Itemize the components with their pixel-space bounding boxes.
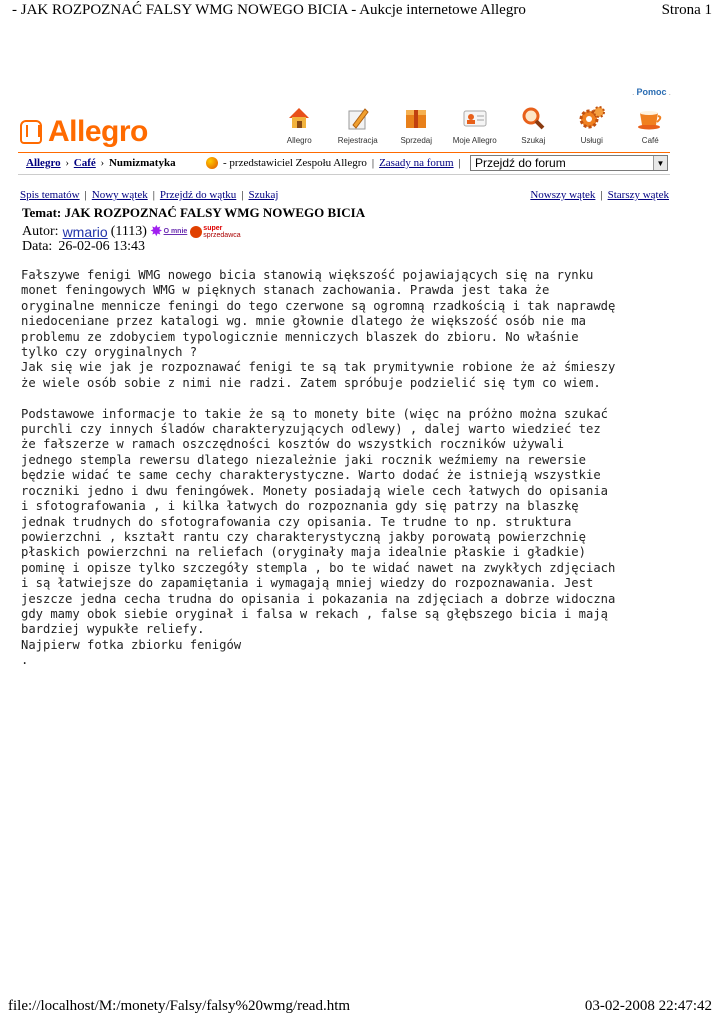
breadcrumb-current: Numizmatyka — [108, 157, 176, 169]
pencil-icon — [344, 104, 372, 132]
about-me-badge[interactable]: O mnie — [163, 228, 188, 235]
post-body: Fałszywe fenigi WMG nowego bicia stanowią większość pojawiających się na rynku monet feningowych WMG w pięknych stanach zachowania. Prawda jest taka że oryginalne mennicze feningi do tego czerwone są ogromną rzadkością i tak naprawdę niedoceniane przez katalogi wg. mnie głownie dlatego że większość osób nie ma problemu ze zdobyciem typologicznie menniczych blaszek do zbioru. No właśnie tylko czy oryginalnych ? Jak się wie jak je rozpoznawać fenigi te są tak prymitywnie robione że aż śmieszy że wiele osób sobie z nimi nie radzi. Zatem spróbuje podzielić się tym co wiem. Podstawowe informacje to takie że są to monety bite (więc na próżno można szukać purchli czy innych śladów charakteryzujących odlewy) , dalej warto wiedzieć tez że fałszerze w ramach oszczędności kosztów do wszystkich roczników używali jednego stempla rewersu dlatego niezależnie jaki rocznik weźmiemy na rewersie będzie widać te same cechy charakterystyczne. Warto dodać że istnieją wszystkie roczniki jedno i dwu feningówek. Monety posiadają wiele cech łatwych do opisania i sfotografowania , i kilka łatwych do rozpoznania gdy się patrzy na blaszkę jednak trudnych do sfotografowania czy opisania. Te trudne to np. struktura powierzchni , kształt rantu czy charakterystyczną jakby porowatą powierzchnię płaskich powierzchni na reliefach (oryginały maja idealnie płaskie i gładkie) pominę i opisze tylko szczegóły stempla , bo te widać nawet na zwykłych zdjęciach i są łatwiejsze do zapamiętania i wymagają mniej wiedzy do rozpoznawania. Jest jeszcze jedna cecha trudna do opisania i pokazania na zdjęciach a dobrze widoczna gdy mamy obok siebie oryginał i falsa w rekach , false są głębszego bicia i mają bardziej wypukłe reliefy. Najpierw fotka zbiorku fenigów . — [21, 268, 616, 668]
header-divider — [18, 152, 670, 153]
box-icon — [402, 104, 430, 132]
nav-allegro[interactable]: Allegro — [270, 104, 329, 148]
forum-rules-link[interactable]: Zasady na forum — [379, 157, 454, 169]
super-seller-icon — [190, 226, 202, 238]
breadcrumb-cafe[interactable]: Café — [73, 157, 96, 169]
nav-moje-allegro[interactable]: Moje Allegro — [446, 104, 505, 148]
breadcrumb: Allegro › Café › Numizmatyka — [26, 157, 176, 169]
house-icon — [285, 104, 313, 132]
allegro-staff-icon — [206, 157, 218, 169]
hand-logo-icon — [20, 120, 42, 144]
print-url: file://localhost/M:/monety/Falsy/falsy%20wmg/read.htm — [8, 998, 351, 1014]
author-name-link[interactable]: wmario — [62, 223, 108, 240]
newer-thread-link[interactable]: Nowszy wątek — [530, 189, 596, 201]
topic-title: Temat: JAK ROZPOZNAĆ FALSY WMG NOWEGO BICIA — [22, 205, 366, 220]
nav-sprzedaj[interactable]: Sprzedaj — [387, 104, 446, 148]
print-page-number: Strona 1 — [661, 2, 712, 18]
breadcrumb-divider — [18, 174, 670, 175]
help-link[interactable]: . Pomoc . — [632, 87, 672, 97]
breadcrumb-allegro[interactable]: Allegro — [26, 157, 61, 169]
author-label: Autor: — [22, 223, 59, 239]
logo-text: Allegro — [48, 115, 148, 148]
coffee-cup-icon — [636, 104, 664, 132]
print-page-title: - JAK ROZPOZNAĆ FALSY WMG NOWEGO BICIA - Aukcje internetowe Allegro — [12, 2, 526, 18]
allegro-logo[interactable] — [20, 114, 148, 150]
representative-info: - przedstawiciel Zespołu Allegro | Zasady na forum | — [206, 157, 466, 169]
representative-text: - przedstawiciel Zespołu Allegro — [223, 157, 367, 169]
older-thread-link[interactable]: Starszy wątek — [607, 189, 669, 201]
print-timestamp: 03-02-2008 22:47:42 — [584, 998, 712, 1014]
topic-links: Spis tematów | Nowy wątek | Przejdź do wątku | Szukaj — [20, 189, 279, 201]
print-footer — [8, 998, 712, 1018]
id-card-icon — [461, 104, 489, 132]
nav-cafe[interactable]: Café — [621, 104, 680, 148]
topic-list-link[interactable]: Spis tematów — [20, 189, 80, 201]
search-link[interactable]: Szukaj — [248, 189, 279, 201]
gear-icon — [578, 104, 606, 132]
author-rating: (1113) — [110, 223, 147, 239]
nav-szukaj[interactable]: Szukaj — [504, 104, 563, 148]
dropdown-arrow-icon[interactable]: ▼ — [653, 156, 667, 170]
nav-rejestracja[interactable]: Rejestracja — [329, 104, 388, 148]
print-header — [12, 2, 712, 22]
super-seller-badge: super sprzedawca — [190, 225, 240, 239]
new-thread-link[interactable]: Nowy wątek — [91, 189, 148, 201]
post-date: Data: 26-02-06 13:43 — [22, 239, 146, 254]
magnifier-icon — [519, 104, 547, 132]
star-badge-icon: ✸ — [149, 224, 163, 240]
nav-uslugi[interactable]: Usługi — [563, 104, 622, 148]
forum-jump-select[interactable] — [470, 155, 668, 171]
main-navigation — [270, 104, 680, 148]
go-to-thread-link[interactable]: Przejdź do wątku — [159, 189, 237, 201]
forum-select-value: Przejdź do forum — [475, 156, 566, 170]
thread-navigation: Nowszy wątek | Starszy wątek — [530, 189, 669, 201]
